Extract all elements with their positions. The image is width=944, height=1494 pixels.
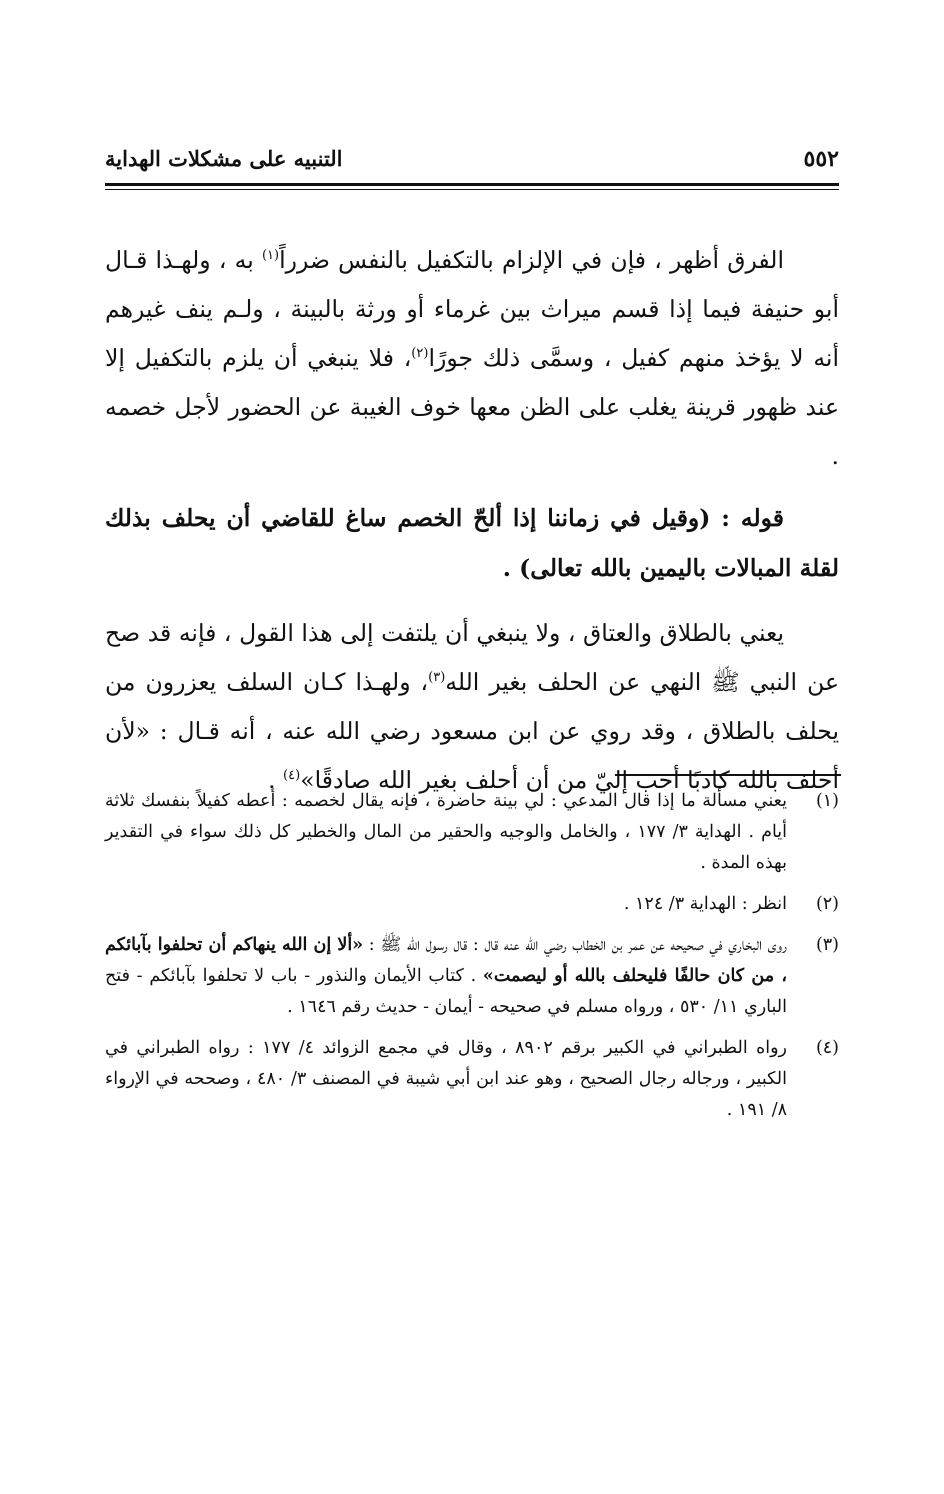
footnote-number: (٤) [815,1038,839,1058]
paragraph-1: الفرق أظهر ، فإن في الإلزام بالتكفيل بالنفس ضرراً$^{(١)}$ به ، ولهـذا قـال أبو حنيفة فيما إذا قسم ميراث بين غرماء أو ورثة بالبينة ، ولـم ينف غيرهم أنه لا يؤخذ منهم كفيل ، وسمَّى ذلك جورًا$^{(٢)}$، فلا ينبغي أن يلزم بالتكفيل إلا عند ظهور قرينة يغلب على الظن معها خوف الغيبة عن الحضور لأجل خصمه . [105,246,839,470]
footnote-ref-1[interactable]: (١) [261,248,280,264]
footnote-text: انظر : الهداية ٣/ ١٢٤ . [623,894,787,914]
main-text [105,236,839,805]
footnote-ref-3[interactable]: (٣) [428,670,446,686]
footnote-ref-4[interactable]: (٤) [283,768,301,784]
quoted-matn: قوله : (وقيل في زماننا إذا ألحّ الخصم ساغ للقاضي أن يحلف بذلك لقلة المبالات باليمين بالله تعالى) . [105,504,839,582]
footnote-1 [105,786,839,879]
header-rule [105,183,839,190]
footnote-text: يعني مسألة ما إذا قال المدعي : لي بينة حاضرة ، فإنه يقال لخصمه : أعطه كفيلاً بنفسك ثلاثة أيام . الهداية ٣/ ١٧٧ ، والخامل والوجيه والحقير من المال والخطير كل ذلك سواء في التقدير بهذه المدة . [105,791,788,873]
footnotes [105,786,839,1136]
footnote-number: (٣) [815,935,839,955]
footnote-number: (١) [815,791,839,811]
footnote-3 [105,930,839,1023]
footnote-number: (٢) [815,894,839,914]
hadith-quote: «ألا إن الله ينهاكم أن تحلفوا بآبائكم ، من كان حالفًا فليحلف بالله أو ليصمت» [105,935,787,986]
footnote-4 [105,1033,839,1126]
page-number: ٥٥٢ [803,146,839,172]
paragraph-2: يعني بالطلاق والعتاق ، ولا ينبغي أن يلتفت إلى هذا القول ، فإنه قد صح عن النبي ﷺ النهي عن الحلف بغير الله$^{(٣)}$، ولهـذا كـان السلف يعزرون من يحلف بالطلاق ، وقد روي عن ابن مسعود رضي الله عنه ، أنه قـال : «لأن أحلف بالله كاذبًا أحب إليّ من أن أحلف بغير الله صادقًا»$^{(٤)}$ . [105,619,839,794]
footnote-text: روى البخاري في صحيحه عن عمر بن الخطاب رضي الله عنه قال : قال رسول الله ﷺ : «ألا إن الله ينهاكم أن تحلفوا بآبائكم ، من كان حالفًا فليحلف بالله أو ليصمت» . كتاب الأيمان والنذور - باب لا تحلفوا بآبائكم - فتح الباري ١١/ ٥٣٠ ، ورواه مسلم في صحيحه - أيمان - حديث رقم ١٦٤٦ . [105,935,787,1017]
footnote-2 [105,889,839,920]
footnote-text: رواه الطبراني في الكبير برقم ٨٩٠٢ ، وقال في مجمع الزوائد ٤/ ١٧٧ : رواه الطبراني في الكبير ، ورجاله رجال الصحيح ، وهو عند ابن أبي شيبة في المصنف ٣/ ٤٨٠ ، وصححه في الإرواء ٨/ ١٩١ . [105,1038,787,1120]
page-header [105,140,839,180]
footnote-ref-2[interactable]: (٢) [411,346,429,362]
running-title: التنبيه على مشكلات الهداية [105,146,343,171]
footnote-separator [615,774,841,776]
